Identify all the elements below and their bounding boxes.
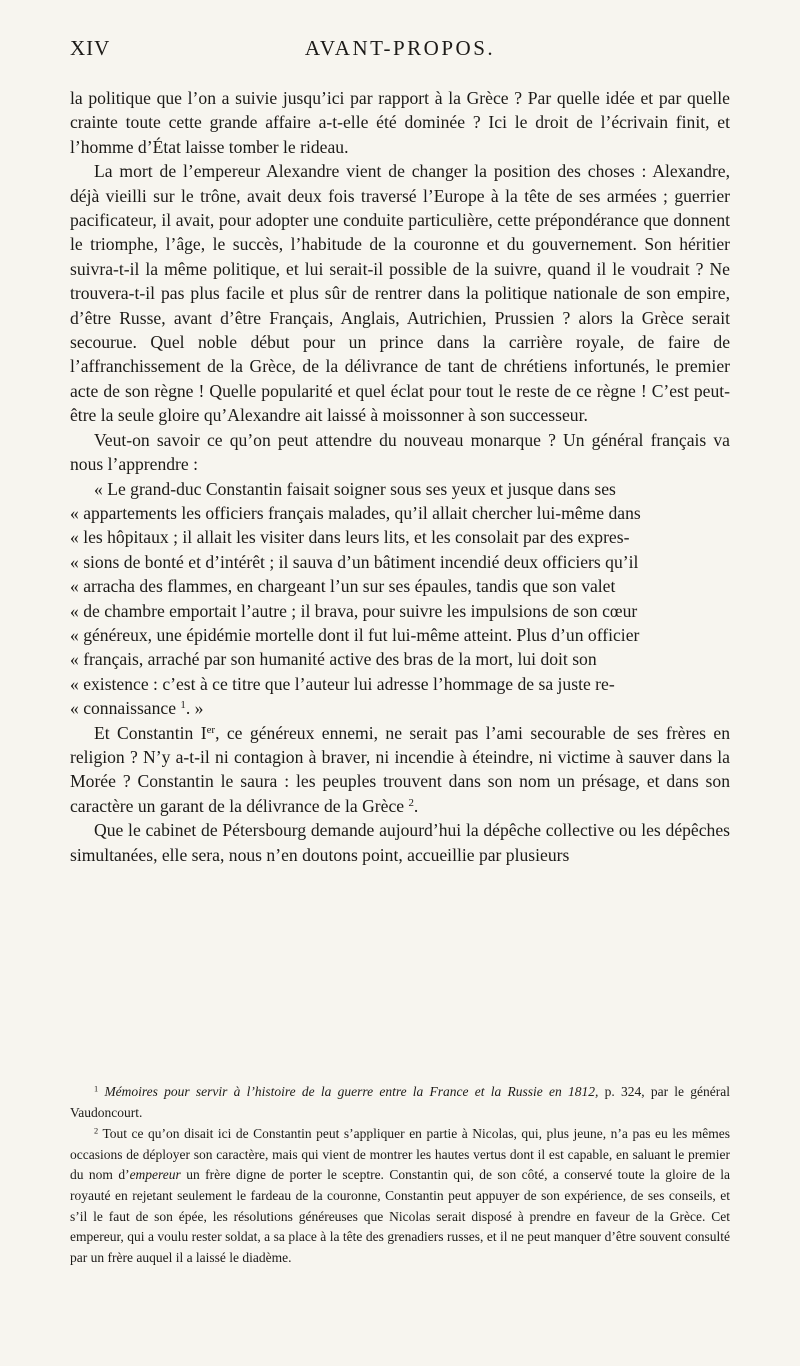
footnote-mark-1: 1 <box>94 1084 99 1094</box>
p4-part-b: , ce généreux ennemi, ne serait pas l’ami secourable de ses frères en religion ? N’y a-t-il ni contagion à braver, ni incendie à éteindre, ni victime à sauver dans la Morée ? Constantin le saura : les peuples trouvent dans son nom un présage, et dans son caractère un garant de la délivrance de la Grèce <box>70 722 730 816</box>
paragraph-4 <box>70 721 730 819</box>
block-quote <box>70 477 730 721</box>
footnote-mark-2: 2 <box>94 1126 99 1136</box>
quote-line: « les hôpitaux ; il allait les visiter dans leurs lits, et les consolait par des expres- <box>70 527 630 548</box>
running-head: AVANT-PROPOS. <box>304 36 496 60</box>
footnote-2-emphasis: empereur <box>129 1167 181 1183</box>
quote-line: « sions de bonté et d’intérêt ; il sauva d’un bâtiment incendié deux officiers qu’il <box>70 551 639 572</box>
page-header <box>70 36 730 66</box>
footnotes <box>70 1082 730 1269</box>
quote-line: « de chambre emportait l’autre ; il brava, pour suivre les impulsions de son cœur <box>70 600 638 621</box>
ordinal-suffix: er <box>206 723 216 736</box>
paragraph-5: Que le cabinet de Pétersbourg demande aujourd’hui la dépêche collective ou les dépêches simultanées, elle sera, nous n’en doutons point, accueillie par plusieurs <box>70 820 730 865</box>
main-text <box>70 86 730 867</box>
footnote-1 <box>70 1082 730 1123</box>
quote-line: « généreux, une épidémie mortelle dont il fut lui-même atteint. Plus d’un officier <box>70 624 640 645</box>
p4-part-c: . <box>413 795 419 816</box>
paragraph-2: La mort de l’empereur Alexandre vient de changer la position des choses : Alexandre, déjà vieilli sur le trône, avait deux fois traversé l’Europe à la tête de ses armées ; guerrier pacificateur, il avait, pour adopter une conduite particulière, cette prépondérance que donnent le triomphe, l’âge, le succès, l’habitude de la couronne et du gouvernement. Son héritier suivra-t-il la même politique, et lui serait-il possible de la suivre, quand il le voudrait ? Ne trouvera-t-il pas plus facile et plus sûr de rentrer dans la politique nationale de son empire, d’être Russe, avant d’être Français, Anglais, Autrichien, Prussien ? alors la Grèce serait secourue. Quel noble début pour un prince dans la carrière royale, de faire de l’affranchissement de la Grèce, de la délivrance de tant de chrétiens infortunés, le premier acte de son règne ! Quelle popularité et quel éclat pour tout le reste de ce règne ! C’est peut-être la seule gloire qu’Alexandre ait laissé à moissonner à son successeur. <box>70 161 730 426</box>
paragraph-1: la politique que l’on a suivie jusqu’ici par rapport à la Grèce ? Par quelle idée et par quelle crainte toute cette grande affaire a-t-elle été dominée ? Ici le droit de l’écrivain finit, et l’homme d’État laisse tomber le rideau. <box>70 88 730 157</box>
quote-line: « Le grand-duc Constantin faisait soigner sous ses yeux et jusque dans ses <box>94 478 616 499</box>
footnote-2-text-end: un frère digne de porter le sceptre. Constantin qui, de son côté, a conservé toute la gloire de la royauté en rejetant seulement le fardeau de la couronne, Constantin peut appuyer de son expérience, de ses conseils, et s’il le faut de son épée, les résolutions généreuses que Nicolas serait disposé à prendre en faveur de la Grèce. Cet empereur, qui a voulu rester soldat, a sa place à la tête des grenadiers russes, et il ne peut manquer d’être souvent consulté par un frère auquel il a laissé le diadème. <box>70 1167 730 1265</box>
quote-close: . » <box>185 698 204 719</box>
footnote-1-rest: p. 324, par le général Vaudoncourt. <box>70 1084 731 1120</box>
quote-line-last <box>70 696 730 720</box>
page-number: XIV <box>70 36 111 60</box>
quote-line: « arracha des flammes, en chargeant l’un sur ses épaules, tandis que son valet <box>70 576 616 597</box>
footnote-ref-2[interactable]: 2 <box>408 796 414 809</box>
quote-line: « existence : c’est à ce titre que l’auteur lui adresse l’hommage de sa juste re- <box>70 673 615 694</box>
p4-part-a: Et Constantin I <box>94 722 207 743</box>
quote-last-text: « connaissance <box>70 698 177 719</box>
footnote-2 <box>70 1124 730 1268</box>
paragraph-3: Veut-on savoir ce qu’on peut attendre du nouveau monarque ? Un général français va nous l’apprendre : <box>70 429 730 475</box>
footnote-2-text: Tout ce qu’on disait ici de Constantin peut s’appliquer en partie à Nicolas, qui, plus jeune, n’a pas eu les mêmes occasions de déployer son caractère, mais qui vient de montrer les hautes vertus dont il est capable, en saluant le premier du nom d’ <box>70 1126 730 1183</box>
quote-line: « appartements les officiers français malades, qu’il allait chercher lui-même dans <box>70 502 641 523</box>
footnote-1-title: Mémoires pour servir à l’histoire de la guerre entre la France et la Russie en 1812, <box>104 1084 599 1099</box>
footnote-ref-1[interactable]: 1 <box>180 699 186 712</box>
quote-line: « français, arraché par son humanité active des bras de la mort, lui doit son <box>70 649 597 670</box>
